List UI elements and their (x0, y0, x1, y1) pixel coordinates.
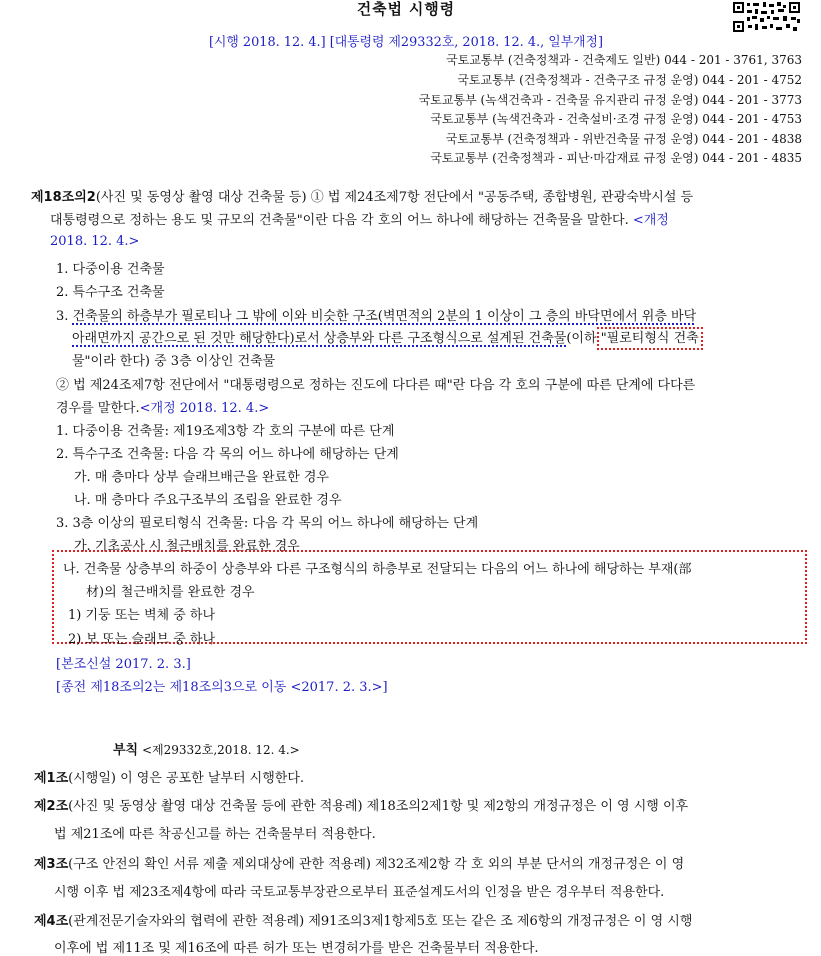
paragraph-line (50, 209, 669, 228)
addenda-article (34, 767, 304, 786)
sub-item: 나. 건축물 상층부의 하중이 상층부와 다른 구조형식의 하층부로 전달되는 다음의 어느 하나에 해당하는 부재(部 (63, 562, 692, 577)
addenda-article-number: 제3조 (34, 857, 69, 872)
highlighted-term: "필로티형식 건축 (600, 331, 699, 346)
sub-sub-item: 1) 기둥 또는 벽체 중 하나 (68, 608, 216, 623)
list-item: 3. 3층 이상의 필로티형식 건축물: 다음 각 목의 어느 하나에 해당하는 단계 (56, 516, 479, 531)
highlighted-definition: 건축물의 하층부가 필로티나 그 밖에 이와 비슷한 구조(벽면적의 2분의 1 이상이 그 층의 바닥면에서 위층 바닥 (72, 309, 697, 324)
sub-sub-item: 2) 보 또는 슬래브 중 하나 (68, 632, 216, 647)
addenda-article-cont: 이후에 법 제11조 및 제16조에 따른 허가 또는 변경허가를 받은 건축물부터 적용한다. (54, 941, 539, 956)
amendment-link[interactable]: <개정 2018. 12. 4.> (139, 401, 270, 416)
addenda-article-number: 제1조 (34, 771, 69, 786)
article-number: 제18조의2 (31, 190, 96, 205)
new-article-note[interactable]: [본조신설 2017. 2. 3.] (56, 657, 191, 672)
paragraph-2: ② 법 제24조제7항 전단에서 "대통령령으로 정하는 진도에 다다른 때"란 다음 각 호의 구분에 따른 단계에 다다른 (56, 378, 696, 393)
addenda-article-number: 제4조 (34, 914, 69, 929)
addenda-article (34, 853, 684, 872)
list-item: 2. 특수구조 건축물: 다음 각 목의 어느 하나에 해당하는 단계 (56, 447, 399, 462)
enforcement-info[interactable]: [시행 2018. 12. 4.] [대통령령 제29332호, 2018. 12. 4., 일부개정] (208, 35, 603, 50)
addenda-title: 부칙 (113, 743, 139, 758)
contact-line: 국토교통부 (건축정책과 - 위반건축물 규정 운영) 044 - 201 - 4838 (445, 132, 802, 146)
addenda-article (34, 910, 692, 929)
list-item: 1. 다중이용 건축물: 제19조제3항 각 호의 구분에 따른 단계 (56, 424, 395, 439)
sub-item: 가. 기초공사 시 철근배치를 완료한 경우 (74, 539, 300, 554)
paragraph-text: 경우를 말한다. (56, 401, 140, 416)
item-text: (이하 (566, 331, 601, 346)
paragraph-text: ① 법 제24조제7항 전단에서 "공동주택, 종합병원, 관광숙박시설 등 (306, 190, 694, 205)
list-item: 1. 다중이용 건축물 (56, 262, 165, 277)
list-item-3-cont: 물"이라 한다) 중 3층 이상인 건축물 (72, 354, 276, 369)
addenda-article-text: (구조 안전의 확인 서류 제출 제외대상에 관한 적용례) 제32조제2항 각 호 외의 부분 단서의 개정규정은 이 영 (68, 857, 685, 872)
amendment-link[interactable]: <개정 (628, 213, 669, 228)
list-item: 2. 특수구조 건축물 (56, 285, 165, 300)
addenda-article-cont: 법 제21조에 따른 착공신고를 하는 건축물부터 적용한다. (54, 827, 376, 842)
contact-line: 국토교통부 (녹색건축과 - 건축물 유지관리 규정 운영) 044 - 201 - 3773 (418, 93, 802, 107)
addenda-article-cont: 시행 이후 법 제23조제4항에 따라 국토교통부장관으로부터 표준설계도서의 인정을 받은 경우부터 적용한다. (54, 885, 665, 900)
article-paragraph-1 (31, 186, 693, 205)
addenda-article-number: 제2조 (34, 799, 69, 814)
article-title: (사진 및 동영상 촬영 대상 건축물 등) (95, 190, 307, 205)
sub-item-cont: 材)의 철근배치를 완료한 경우 (86, 585, 255, 600)
paragraph-line (56, 397, 269, 416)
sub-item: 가. 매 층마다 상부 슬래브배근을 완료한 경우 (74, 470, 329, 485)
addenda-article-text: (사진 및 동영상 촬영 대상 건축물 등에 관한 적용례) 제18조의2제1항 및 제2항의 개정규정은 이 영 시행 이후 (68, 799, 689, 814)
moved-article-note[interactable]: [종전 제18조의2는 제18조의3으로 이동 <2017. 2. 3.>] (56, 680, 388, 695)
addenda-article-text: (관계전문기술자와의 협력에 관한 적용례) 제91조의3제1항제5호 또는 같은 조 제6항의 개정규정은 이 영 시행 (68, 914, 693, 929)
item-number: 3. (56, 309, 73, 324)
paragraph-text: 대통령령으로 정하는 용도 및 규모의 건축물"이란 다음 각 호의 어느 하나에 해당하는 건축물을 말한다. (50, 213, 629, 228)
amendment-link[interactable]: 2018. 12. 4.> (50, 234, 140, 249)
sub-item: 나. 매 층마다 주요구조부의 조립을 완료한 경우 (74, 493, 342, 508)
addenda-heading (113, 739, 300, 758)
addenda-article-text: (시행일) 이 영은 공포한 날부터 시행한다. (68, 771, 305, 786)
qr-code-icon (731, 0, 803, 34)
addenda-ref: <제29332호,2018. 12. 4.> (138, 743, 300, 757)
highlighted-definition: 아래면까지 공간으로 된 것만 해당한다)로서 상층부와 다른 구조형식으로 설계된 건축물 (72, 331, 567, 346)
contact-line: 국토교통부 (건축정책과 - 피난·마감재료 규정 운영) 044 - 201 - 4835 (430, 151, 802, 165)
contact-line: 국토교통부 (건축정책과 - 건축구조 규정 운영) 044 - 201 - 4752 (457, 73, 802, 87)
document-title: 건축법 시행령 (356, 0, 456, 18)
contact-line: 국토교통부 (녹색건축과 - 건축설비·조경 규정 운영) 044 - 201 - 4753 (430, 112, 802, 126)
list-item-3 (56, 305, 696, 324)
addenda-article (34, 795, 688, 814)
list-item-3-cont (72, 327, 699, 346)
contact-line: 국토교통부 (건축정책과 - 건축제도 일반) 044 - 201 - 3761, 3763 (446, 53, 802, 67)
